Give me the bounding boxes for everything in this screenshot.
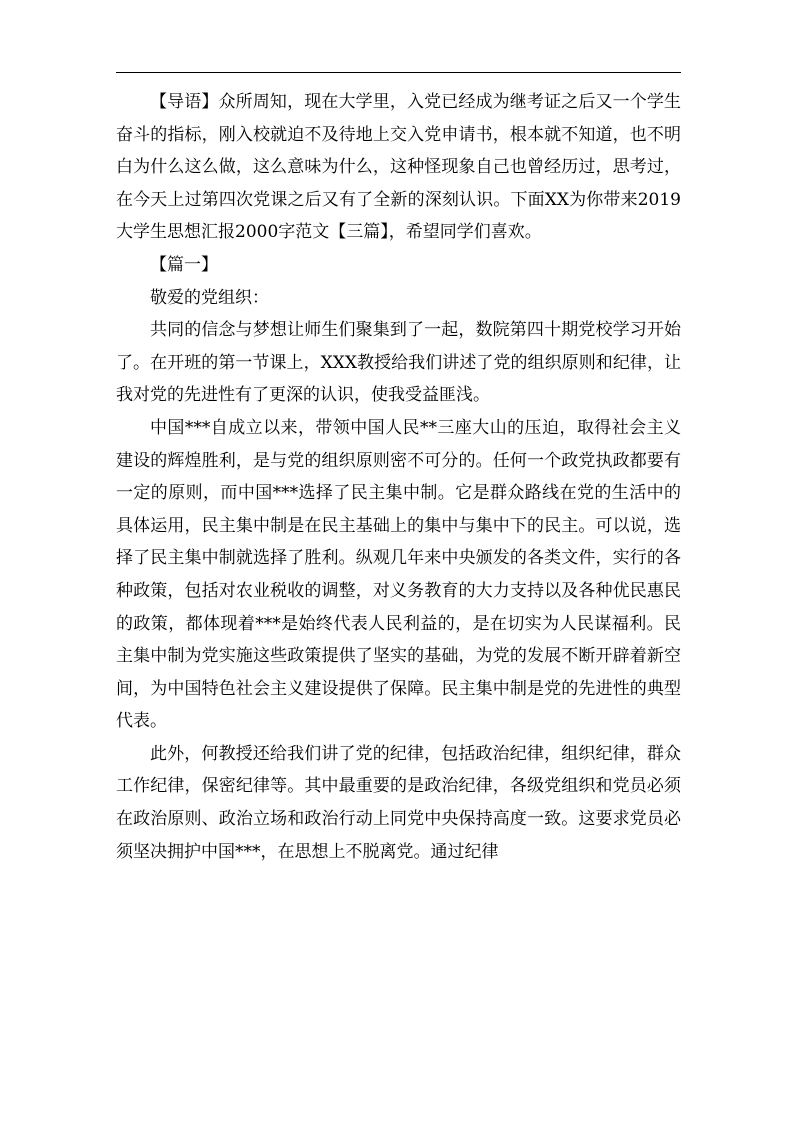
header-rule — [116, 72, 681, 73]
section-heading: 【篇一】 — [150, 254, 218, 275]
document-body — [116, 86, 681, 868]
body-paragraph: 此外，何教授还给我们讲了党的纪律，包括政治纪律，组织纪律，群众工作纪律，保密纪律等。其中最重要的是政治纪律，各级党组织和党员必须在政治原则、政治立场和政治行动上同党中央保持高度一致。这要求党员必须坚决拥护中国***，在思想上不脱离党。通过纪律 — [116, 743, 681, 862]
body-paragraph: 共同的信念与梦想让师生们聚集到了一起，数院第四十期党校学习开始了。在开班的第一节课上，XXX教授给我们讲述了党的组织原则和纪律，让我对党的先进性有了更深的认识，使我受益匪浅。 — [116, 320, 681, 406]
intro-paragraph: 【导语】众所周知，现在大学里，入党已经成为继考证之后又一个学生奋斗的指标，刚入校就迫不及待地上交入党申请书，根本就不知道，也不明白为什么这么做，这么意味为什么，这种怪现象自己也曾经历过，思考过，在今天上过第四次党课之后又有了全新的深刻认识。下面XX为你带来2019大学生思想汇报2000字范文【三篇】，希望同学们喜欢。 — [116, 92, 681, 243]
body-paragraph: 中国***自成立以来，带领中国人民**三座大山的压迫，取得社会主义建设的辉煌胜利，是与党的组织原则密不可分的。任何一个政党执政都要有一定的原则，而中国***选择了民主集中制。它是群众路线在党的生活中的具体运用，民主集中制是在民主基础上的集中与集中下的民主。可以说，选择了民主集中制就选择了胜利。纵观几年来中央颁发的各类文件，实行的各种政策，包括对农业税收的调整，对义务教育的大力支持以及各种优民惠民的政策，都体现着***是始终代表人民利益的，是在切实为人民谋福利。民主集中制为党实施这些政策提供了坚实的基础，为党的发展不断开辟着新空间，为中国特色社会主义建设提供了保障。民主集中制是党的先进性的典型代表。 — [116, 417, 681, 732]
salutation: 敬爱的党组织： — [150, 287, 269, 308]
